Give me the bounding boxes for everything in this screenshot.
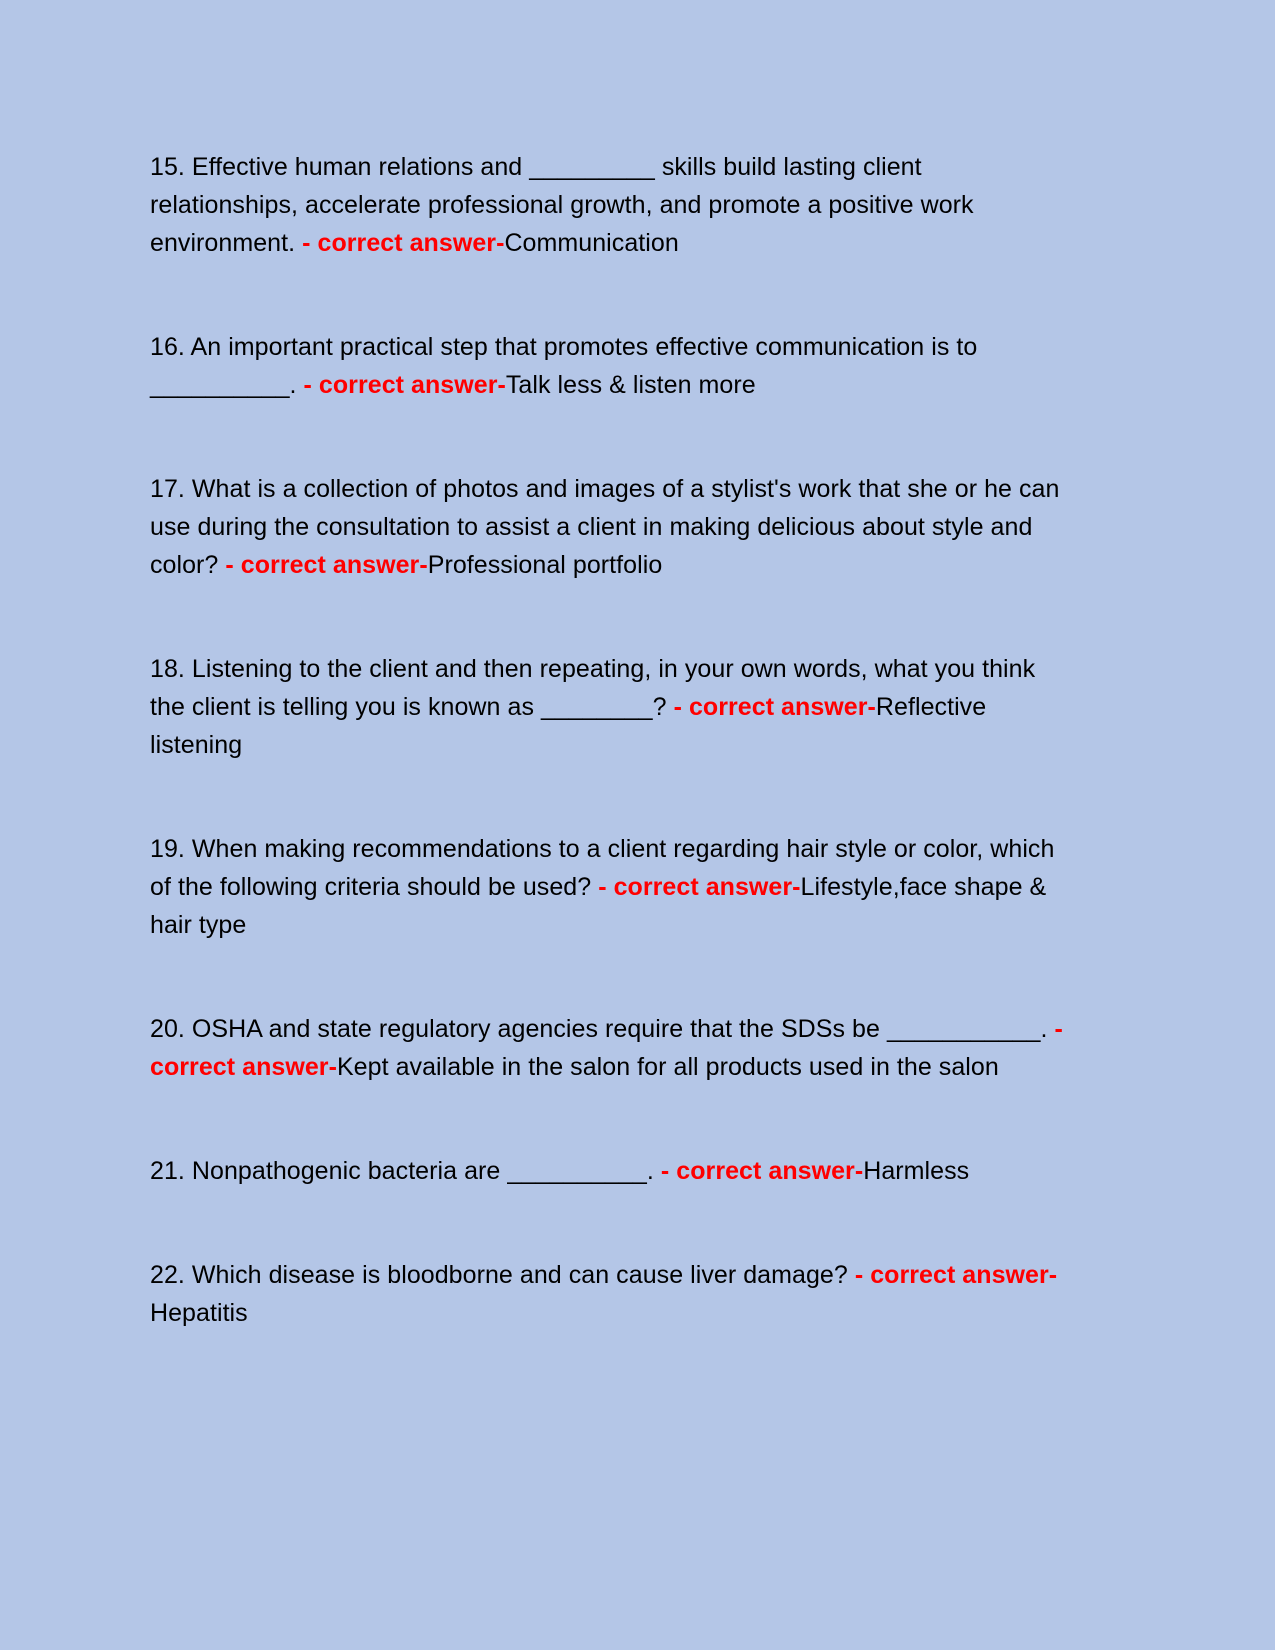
correct-answer-label: - correct answer- — [303, 371, 506, 399]
question-19 — [150, 830, 1075, 944]
question-prompt: 20. OSHA and state regulatory agencies require that the SDSs be ___________. — [150, 1015, 1055, 1043]
question-prompt: 18. Listening to the client and then repeating, in your own words, what you think the client is telling you is known as ________? — [150, 655, 1036, 721]
correct-answer-label: - correct answer- — [302, 229, 505, 257]
answer-text: Lifestyle,face shape & hair type — [150, 873, 1047, 939]
question-20 — [150, 1010, 1075, 1086]
answer-text: Harmless — [863, 1157, 970, 1185]
answer-text: Hepatitis — [150, 1299, 248, 1327]
question-prompt: 15. Effective human relations and _________ skills build lasting client relationships, accelerate professional growth, and promote a positive work environment. — [150, 153, 974, 257]
question-prompt: 19. When making recommendations to a client regarding hair style or color, which of the following criteria should be used? — [150, 835, 1055, 901]
answer-text: Communication — [504, 229, 679, 257]
question-prompt: 21. Nonpathogenic bacteria are __________. — [150, 1157, 661, 1185]
question-prompt: 22. Which disease is bloodborne and can cause liver damage? — [150, 1261, 855, 1289]
answer-text: Talk less & listen more — [505, 371, 756, 399]
correct-answer-label: - correct answer- — [854, 1261, 1058, 1289]
correct-answer-label: - correct answer- — [660, 1157, 864, 1185]
correct-answer-label: - correct answer- — [225, 551, 428, 579]
question-18 — [150, 650, 1075, 764]
question-16 — [150, 328, 1075, 404]
question-15 — [150, 148, 1075, 262]
question-22 — [150, 1256, 1075, 1332]
correct-answer-label: - correct answer- — [598, 873, 801, 901]
question-17 — [150, 470, 1075, 584]
answer-text: Reflective listening — [150, 693, 987, 759]
question-prompt: 17. What is a collection of photos and images of a stylist's work that she or he can use during the consultation to assist a client in making delicious about style and color? — [150, 475, 1060, 579]
question-prompt: 16. An important practical step that promotes effective communication is to __________. — [150, 333, 978, 399]
correct-answer-label: - correct answer- — [150, 1015, 1063, 1081]
answer-text: Professional portfolio — [427, 551, 663, 579]
answer-text: Kept available in the salon for all products used in the salon — [336, 1053, 999, 1081]
correct-answer-label: - correct answer- — [673, 693, 876, 721]
question-21 — [150, 1152, 1075, 1190]
